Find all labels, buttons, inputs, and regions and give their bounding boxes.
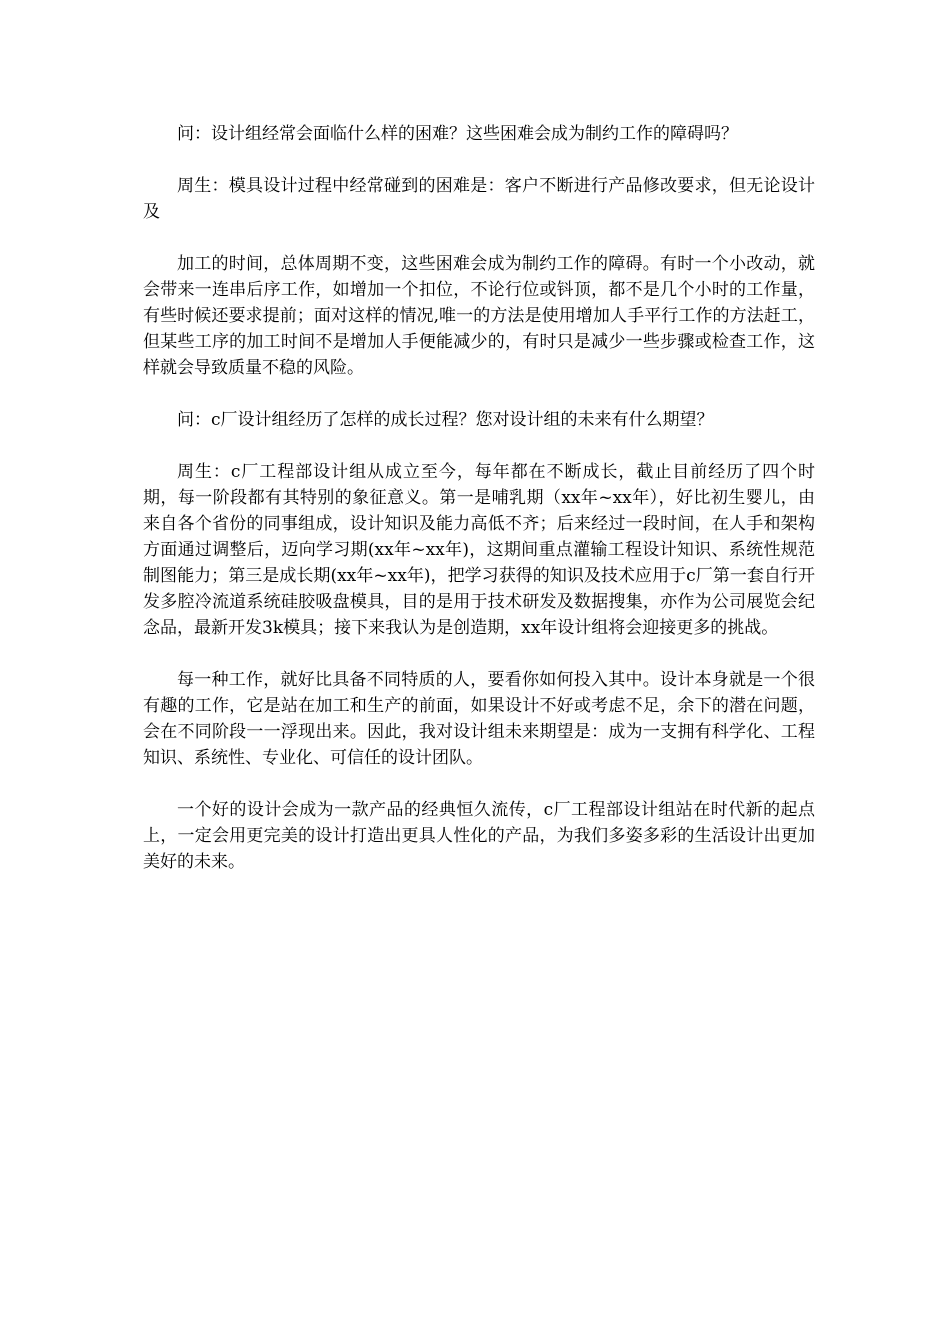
paragraph-question-growth: 问：c厂设计组经历了怎样的成长过程？您对设计组的未来有什么期望？ — [177, 410, 714, 430]
paragraph-question-difficulties: 问：设计组经常会面临什么样的困难？这些困难会成为制约工作的障碍吗？ — [177, 124, 738, 144]
document-body — [143, 121, 815, 901]
paragraph-expectations: 每一种工作，就好比具备不同特质的人，要看你如何投入其中。设计本身就是一个很有趣的工作，它是站在加工和生产的前面，如果设计不好或考虑不足，余下的潜在问题，会在不同阶段一一浮现出来。因此，我对设计组未来期望是：成为一支拥有科学化、工程知识、系统性、专业化、可信任的设计团队。 — [143, 670, 815, 768]
paragraph-answer-growth: 周生：c厂工程部设计组从成立至今，每年都在不断成长，截止目前经历了四个时期，每一阶段都有其特别的象征意义。第一是哺乳期（xx年~xx年），好比初生婴儿，由来自各个省份的同事组成，设计知识及能力高低不齐；后来经过一段时间，在人手和架构方面通过调整后，迈向学习期(xx年~xx年)，这期间重点灌输工程设计知识、系统性规范制图能力；第三是成长期(xx年~xx年)，把学习获得的知识及技术应用于c厂第一套自行开发多腔冷流道系统硅胶吸盘模具，目的是用于技术研发及数据搜集，亦作为公司展览会纪念品，最新开发3k模具；接下来我认为是创造期，xx年设计组将会迎接更多的挑战。 — [143, 462, 815, 638]
paragraph-answer-difficulties-intro: 周生：模具设计过程中经常碰到的困难是：客户不断进行产品修改要求，但无论设计及 — [143, 176, 815, 222]
paragraph-answer-difficulties-detail: 加工的时间，总体周期不变，这些困难会成为制约工作的障碍。有时一个小改动，就会带来一连串后序工作，如增加一个扣位，不论行位或钭顶，都不是几个小时的工作量，有些时候还要求提前；面对这样的情况,唯一的方法是使用增加人手平行工作的方法赶工，但某些工序的加工时间不是增加人手便能减少的，有时只是减少一些步骤或检查工作，这样就会导致质量不稳的风险。 — [143, 254, 815, 378]
paragraph-conclusion: 一个好的设计会成为一款产品的经典恒久流传，c厂工程部设计组站在时代新的起点上，一定会用更完美的设计打造出更具人性化的产品，为我们多姿多彩的生活设计出更加美好的未来。 — [143, 800, 815, 872]
